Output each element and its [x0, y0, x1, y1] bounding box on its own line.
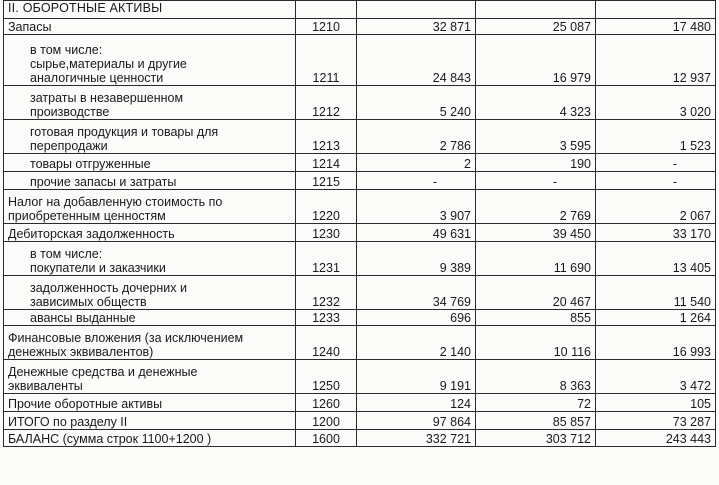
value-period-2: 25 087: [476, 19, 596, 35]
row-label: [4, 310, 296, 326]
value-period-2: 8 363: [476, 360, 596, 394]
table-row: [4, 172, 716, 190]
value-period-3: 12 937: [596, 35, 716, 86]
value-period-1: 2 140: [357, 326, 476, 360]
value-period-2: 190: [476, 154, 596, 172]
table-row: [4, 19, 716, 35]
value-period-1: 2: [357, 154, 476, 172]
row-label-line: производстве: [30, 105, 110, 119]
table-row: [4, 412, 716, 430]
row-label-line: Денежные средства и денежные: [8, 365, 198, 379]
row-label-line: Запасы: [8, 20, 52, 34]
row-label: [4, 394, 296, 412]
value-period-2: 85 857: [476, 412, 596, 430]
value-period-1: 124: [357, 394, 476, 412]
empty-cell: [476, 1, 596, 19]
value-period-2: 72: [476, 394, 596, 412]
row-label: [4, 360, 296, 394]
table-row: [4, 394, 716, 412]
section-title: II. ОБОРОТНЫЕ АКТИВЫ: [4, 1, 296, 19]
row-code: 1213: [296, 120, 357, 154]
row-label: [4, 120, 296, 154]
row-label: [4, 190, 296, 224]
value-period-1: 2 786: [357, 120, 476, 154]
value-period-3: 1 523: [596, 120, 716, 154]
value-period-2: 10 116: [476, 326, 596, 360]
row-label: [4, 19, 296, 35]
row-label-line: Дебиторская задолженность: [8, 227, 175, 241]
value-period-2: 11 690: [476, 242, 596, 276]
table-row: [4, 224, 716, 242]
row-code: 1233: [296, 310, 357, 326]
row-label-line: Финансовые вложения (за исключением: [8, 331, 244, 345]
value-period-1: 9 191: [357, 360, 476, 394]
value-period-2: 16 979: [476, 35, 596, 86]
value-period-1: 97 864: [357, 412, 476, 430]
value-period-2: 2 769: [476, 190, 596, 224]
row-label: [4, 276, 296, 310]
value-period-2: 855: [476, 310, 596, 326]
table-row: [4, 430, 716, 447]
row-code: 1211: [296, 35, 357, 86]
value-period-3: 2 067: [596, 190, 716, 224]
empty-cell: [357, 1, 476, 19]
value-period-1: 5 240: [357, 86, 476, 120]
value-period-3: 105: [596, 394, 716, 412]
value-period-2: 39 450: [476, 224, 596, 242]
row-label-line: перепродажи: [30, 139, 108, 153]
value-period-3: 13 405: [596, 242, 716, 276]
value-period-2: 20 467: [476, 276, 596, 310]
value-period-3: 243 443: [596, 430, 716, 447]
value-period-3: 11 540: [596, 276, 716, 310]
row-code: 1231: [296, 242, 357, 276]
row-code: 1212: [296, 86, 357, 120]
value-period-2: 303 712: [476, 430, 596, 447]
value-period-1: 34 769: [357, 276, 476, 310]
value-period-3: -: [596, 172, 716, 190]
empty-cell: [296, 1, 357, 19]
table-row: [4, 310, 716, 326]
value-period-1: 332 721: [357, 430, 476, 447]
table-row: [4, 86, 716, 120]
value-period-1: 32 871: [357, 19, 476, 35]
row-code: 1600: [296, 430, 357, 447]
value-period-3: 3 472: [596, 360, 716, 394]
value-period-1: 49 631: [357, 224, 476, 242]
row-label: [4, 242, 296, 276]
empty-cell: [596, 1, 716, 19]
row-label: [4, 154, 296, 172]
value-period-2: -: [476, 172, 596, 190]
value-period-1: -: [357, 172, 476, 190]
row-label-line: прочие запасы и затраты: [30, 175, 177, 189]
row-label: [4, 430, 296, 447]
section-header-row: [4, 1, 716, 19]
value-period-1: 696: [357, 310, 476, 326]
table-row: [4, 35, 716, 86]
row-label-line: покупатели и заказчики: [30, 261, 166, 275]
row-code: 1232: [296, 276, 357, 310]
row-label-line: аналогичные ценности: [30, 71, 164, 85]
row-label-line: Прочие оборотные активы: [8, 397, 163, 411]
table-row: [4, 190, 716, 224]
row-label: [4, 224, 296, 242]
row-label-line: Налог на добавленную стоимость по: [8, 195, 223, 209]
row-label: [4, 35, 296, 86]
row-label-line: приобретенным ценностям: [8, 209, 166, 223]
value-period-3: 1 264: [596, 310, 716, 326]
row-code: 1250: [296, 360, 357, 394]
row-code: 1215: [296, 172, 357, 190]
row-label-line: сырье,материалы и другие: [30, 57, 187, 71]
table-row: [4, 242, 716, 276]
row-label-line: денежных эквивалентов): [8, 345, 154, 359]
row-label-line: готовая продукция и товары для: [30, 125, 219, 139]
row-label-line: в том числе:: [30, 247, 103, 261]
value-period-2: 3 595: [476, 120, 596, 154]
row-label: [4, 172, 296, 190]
table-row: [4, 154, 716, 172]
row-code: 1230: [296, 224, 357, 242]
value-period-3: 17 480: [596, 19, 716, 35]
row-label-line: авансы выданные: [30, 311, 136, 325]
row-code: 1220: [296, 190, 357, 224]
value-period-3: 16 993: [596, 326, 716, 360]
table-row: [4, 276, 716, 310]
value-period-2: 4 323: [476, 86, 596, 120]
row-label-line: эквиваленты: [8, 379, 83, 393]
value-period-3: -: [596, 154, 716, 172]
row-label-line: товары отгруженные: [30, 157, 151, 171]
value-period-1: 24 843: [357, 35, 476, 86]
row-label-line: ИТОГО по разделу II: [8, 415, 128, 429]
row-label-line: в том числе:: [30, 43, 103, 57]
value-period-3: 3 020: [596, 86, 716, 120]
row-label: [4, 326, 296, 360]
row-code: 1214: [296, 154, 357, 172]
row-label-line: БАЛАНС (сумма строк 1100+1200 ): [8, 432, 212, 446]
table-row: [4, 120, 716, 154]
row-code: 1200: [296, 412, 357, 430]
table-row: [4, 360, 716, 394]
row-label: [4, 412, 296, 430]
value-period-1: 9 389: [357, 242, 476, 276]
row-code: 1210: [296, 19, 357, 35]
value-period-3: 33 170: [596, 224, 716, 242]
row-code: 1260: [296, 394, 357, 412]
row-label-line: затраты в незавершенном: [30, 91, 184, 105]
row-label-line: задолженность дочерних и: [30, 281, 187, 295]
value-period-3: 73 287: [596, 412, 716, 430]
row-label: [4, 86, 296, 120]
row-code: 1240: [296, 326, 357, 360]
table-row: [4, 326, 716, 360]
row-label-line: зависимых обществ: [30, 295, 147, 309]
value-period-1: 3 907: [357, 190, 476, 224]
balance-table: [3, 0, 716, 447]
